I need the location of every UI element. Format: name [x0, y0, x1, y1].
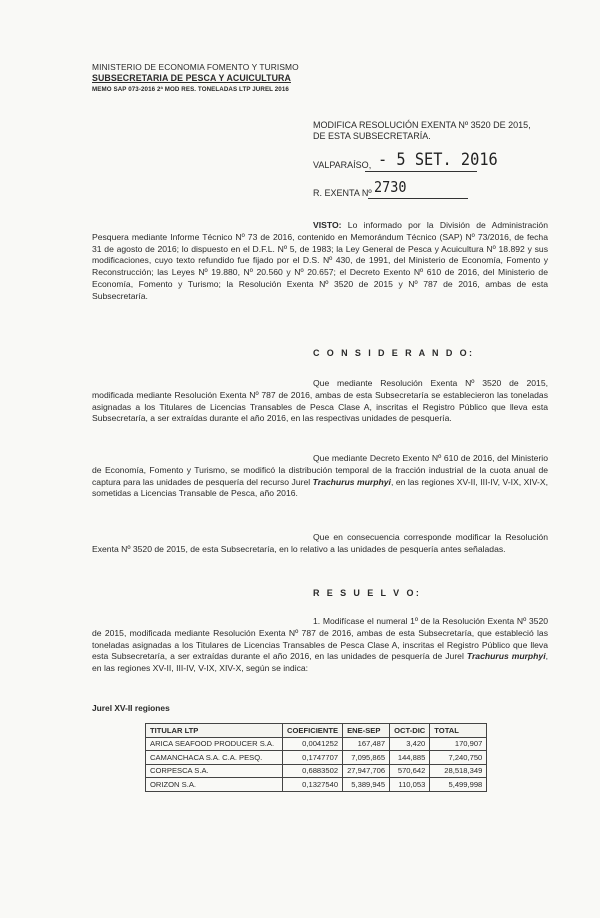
modifica-title-line2: DE ESTA SUBSECRETARÍA.	[313, 131, 431, 141]
exenta-underline	[368, 198, 468, 199]
table-row	[146, 737, 487, 751]
cell-ene-sep: 27,947,706	[343, 764, 390, 778]
species-name: Trachurus murphyi	[466, 651, 546, 662]
handwritten-exenta-number: 2730	[374, 178, 407, 196]
header-oct-dic: OCT-DIC	[390, 724, 430, 738]
cell-ene-sep: 5,389,945	[343, 778, 390, 792]
cell-total: 28,518,349	[430, 764, 487, 778]
cell-total: 170,907	[430, 737, 487, 751]
cell-titular: ARICA SEAFOOD PRODUCER S.A.	[146, 737, 283, 751]
date-underline	[365, 171, 477, 172]
considerando-p1	[92, 378, 548, 425]
resuelvo-title: R E S U E L V O:	[313, 588, 422, 598]
header-ene-sep: ENE-SEP	[343, 724, 390, 738]
cell-titular: CORPESCA S.A.	[146, 764, 283, 778]
valparaiso-label: VALPARAÍSO,	[313, 160, 372, 170]
table-caption: Jurel XV-II regiones	[92, 703, 170, 713]
resuelvo-p1	[92, 616, 548, 675]
considerando-p3-text: Que en consecuencia corresponde modificar la Resolución Exenta Nº 3520 de 2015, de esta Subsecretaría, en lo relativo a las unidades de pesquería antes señaladas.	[92, 532, 548, 554]
subsecretaria-name: SUBSECRETARIA DE PESCA Y ACUICULTURA	[92, 73, 291, 83]
visto-label: VISTO:	[313, 220, 342, 230]
cell-oct-dic: 110,053	[390, 778, 430, 792]
cell-total: 5,499,998	[430, 778, 487, 792]
cell-coeficiente: 0,1327540	[283, 778, 343, 792]
cell-coeficiente: 0,0041252	[283, 737, 343, 751]
header-titular: TITULAR LTP	[146, 724, 283, 738]
cell-oct-dic: 3,420	[390, 737, 430, 751]
cell-oct-dic: 144,885	[390, 751, 430, 765]
resuelvo-p1-text-b: , en las regiones XV-II, III-IV, V-IX, XIV-X, según se indica:	[92, 651, 548, 674]
species-name: Trachurus murphyi	[312, 476, 391, 487]
cell-titular: ORIZON S.A.	[146, 778, 283, 792]
handwritten-date: - 5 SET. 2016	[378, 150, 498, 170]
header-total: TOTAL	[430, 724, 487, 738]
exenta-label: R. EXENTA Nº	[313, 188, 372, 198]
cell-titular: CAMANCHACA S.A. C.A. PESQ.	[146, 751, 283, 765]
cell-oct-dic: 570,642	[390, 764, 430, 778]
visto-text: Lo informado por la División de Administración Pesquera mediante Informe Técnico Nº 73 de 2016, contenido en Memorándum Técnico (SAP) Nº 73/2016, de fecha 31 de agosto de 2016; lo dispuesto en el D.F.L. Nº 5, de 1983; la Ley General de Pesca y Acuicultura Nº 18.892 y sus modificaciones, cuyo texto refundido fue fijado por el D.S. Nº 430, de 1991, del Ministerio de Economía, Fomento y Reconstrucción; las Leyes Nº 19.880, Nº 20.560 y Nº 20.657; el Decreto Exento Nº 610 de 2016, del Ministerio de Economía, Fomento y Turismo; la Resolución Exenta Nº 3520 de 2015 y Nº 787 de 2016, ambas de esta Subsecretaría.	[92, 220, 548, 301]
resuelvo-p1-text-a: 1. Modifícase el numeral 1º de la Resolución Exenta Nº 3520 de 2015, modificada mediante Resolución Exenta Nº 787 de 2016, ambas de esta Subsecretaría, que estableció las toneladas asignadas a los Titulares de Licencias Transables de Pesca Clase A, inscritas el Registro Público que lleva esta Subsecretaría, a ser extraídas durante el año 2016, en las unidades de pesquería de Jurel	[92, 616, 548, 662]
quota-table	[145, 723, 487, 792]
modifica-title-line1: MODIFICA RESOLUCIÓN EXENTA Nº 3520 DE 2015,	[313, 120, 531, 130]
considerando-p2-text-a: Que mediante Decreto Exento Nº 610 de 2016, del Ministerio de Economía, Fomento y Turismo, se modificó la distribución temporal de la fracción industrial de la cuota anual de captura para las unidades de pesquería del recurso Jurel	[92, 453, 548, 487]
cell-ene-sep: 167,487	[343, 737, 390, 751]
table-row	[146, 778, 487, 792]
considerando-p2	[92, 453, 548, 500]
table-header-row	[146, 724, 487, 738]
ministry-name: MINISTERIO DE ECONOMIA FOMENTO Y TURISMO	[92, 62, 299, 72]
considerando-p2-text-b: , en las regiones XV-II, III-IV, V-IX, XIV-X, sometidas a Licencias Transable de Pesca, año 2016.	[92, 476, 548, 499]
cell-ene-sep: 7,095,865	[343, 751, 390, 765]
table-row	[146, 764, 487, 778]
memo-reference: MEMO SAP 073-2016 2ª MOD RES. TONELADAS LTP JUREL 2016	[92, 86, 289, 93]
cell-total: 7,240,750	[430, 751, 487, 765]
table-row	[146, 751, 487, 765]
considerando-p1-text: Que mediante Resolución Exenta Nº 3520 de 2015, modificada mediante Resolución Exenta Nº 787 de 2016, ambas de esta Subsecretaría se establecieron las toneladas asignadas a los Titulares de Licencias Transables de Pesca Clase A, inscritas el Registro Público que lleva esta Subsecretaría, a ser extraídas durante el año 2016, en las respectivas unidades de pesquería.	[92, 378, 548, 424]
considerando-p3	[92, 532, 548, 556]
cell-coeficiente: 0,6883502	[283, 764, 343, 778]
cell-coeficiente: 0,1747707	[283, 751, 343, 765]
considerando-title: C O N S I D E R A N D O:	[313, 348, 475, 358]
header-coeficiente: COEFICIENTE	[283, 724, 343, 738]
visto-paragraph	[92, 220, 548, 303]
